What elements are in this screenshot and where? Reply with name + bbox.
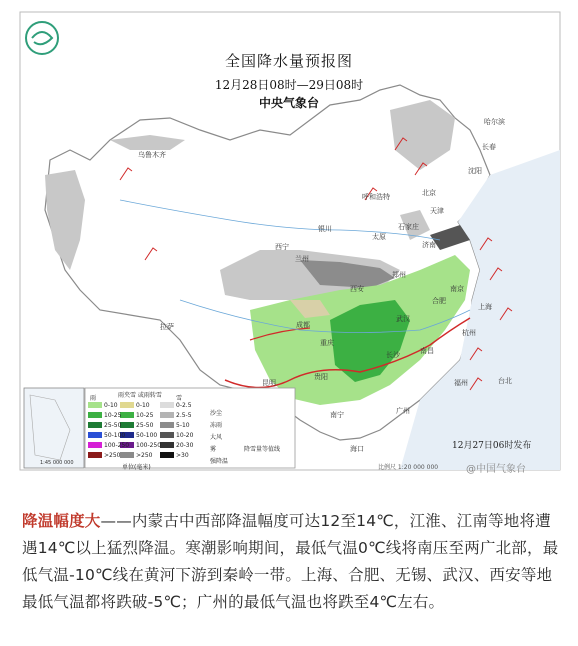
issued-time: 12月27日06时发布: [452, 441, 532, 451]
city-label: 郑州: [392, 271, 406, 279]
city-label: 太原: [372, 233, 386, 241]
city-label: 呼和浩特: [362, 193, 390, 201]
legend-mixed-value: 0-10: [136, 402, 150, 409]
legend-rain-value: 25-50: [104, 422, 122, 429]
legend-snow-value: 2.5-5: [176, 412, 192, 419]
city-label: 合肥: [432, 297, 446, 305]
legend-mixed-value: 100-250: [136, 442, 162, 449]
city-label: 兰州: [295, 255, 309, 263]
city-label: 武汉: [396, 315, 410, 323]
city-label: 重庆: [320, 339, 334, 347]
legend-rain-value: 100-250: [104, 442, 130, 449]
city-label: 西宁: [275, 243, 289, 251]
legend-symbol: 冻雨: [210, 422, 223, 429]
legend-rain-value: 0-10: [104, 402, 118, 409]
city-label: 台北: [498, 377, 512, 385]
city-label: 成都: [296, 321, 310, 329]
article-highlight: 降温幅度大: [22, 512, 101, 530]
legend-mixed-value: 50-100: [136, 432, 158, 439]
issuing-agency: 中央气象台: [258, 96, 319, 110]
city-label: 石家庄: [398, 223, 419, 231]
city-label: 银川: [318, 225, 332, 233]
city-label: 乌鲁木齐: [138, 151, 166, 159]
city-label: 贵阳: [314, 373, 328, 381]
legend-rain-value: 10-25: [104, 412, 122, 419]
legend-snow-value: 10-20: [176, 432, 194, 439]
legend-mixed-value: 25-50: [136, 422, 154, 429]
city-label: 长春: [482, 143, 496, 151]
legend-rain-value: >250: [104, 452, 121, 459]
city-label: 海口: [350, 445, 364, 453]
city-label: 南宁: [330, 411, 344, 419]
legend-rain-value: 50-100: [104, 432, 126, 439]
city-label: 天津: [430, 207, 444, 215]
city-label: 拉萨: [160, 323, 174, 331]
city-label: 西安: [350, 285, 364, 293]
legend-mixed-title: 雨夹雪 或雨转雪: [118, 392, 162, 399]
legend-symbol: 雾: [210, 446, 217, 453]
forecast-period: 12月28日08时—29日08时: [214, 78, 364, 92]
city-label: 南京: [450, 285, 464, 293]
city-label: 杭州: [462, 329, 476, 337]
city-label: 上海: [478, 303, 492, 311]
legend-snow-value: >30: [176, 452, 189, 459]
legend-rain-title: 雨: [90, 395, 97, 402]
city-label: 长沙: [386, 351, 400, 359]
legend-symbol: 沙尘: [210, 410, 223, 417]
city-label: 南昌: [420, 347, 434, 355]
legend-symbol: 强降温: [210, 458, 229, 465]
map-title: 全国降水量预报图: [224, 52, 353, 70]
legend-mixed-value: >250: [136, 452, 153, 459]
city-label: 济南: [422, 241, 436, 249]
legend-unit: 单位(毫米): [122, 464, 151, 471]
legend-snow-title: 雪: [176, 395, 183, 402]
article-body: ——内蒙古中西部降温幅度可达12至14℃，江淮、江南等地将遭遇14℃以上猛烈降温。寒潮影响期间，最低气温0℃线将南压至两广北部，最低气温-10℃线在黄河下游到秦岭一带。上海、合肥、无锡、武汉、西安等地最低气温都将跌破-5℃；广州的最低气温也将跌至4℃左右。: [22, 512, 559, 611]
legend-mixed-value: 10-25: [136, 412, 154, 419]
city-label: 广州: [396, 407, 410, 415]
city-label: 哈尔滨: [484, 118, 505, 126]
legend-snow-value: 20-30: [176, 442, 194, 449]
legend-line-label: 降雪量等值线: [244, 446, 281, 453]
legend-symbol: 大风: [210, 434, 223, 441]
city-label: 昆明: [262, 379, 276, 387]
city-label: 北京: [422, 189, 436, 197]
watermark: @中国气象台: [466, 464, 526, 475]
city-label: 福州: [454, 379, 468, 387]
legend-snow-value: 5-10: [176, 422, 190, 429]
map-scale: 比例尺 1:20 000 000: [378, 464, 439, 471]
city-label: 沈阳: [468, 167, 482, 175]
article-paragraph: [22, 508, 562, 616]
legend-snow-value: 0-2.5: [176, 402, 192, 409]
inset-scale: 1:45 000 000: [40, 460, 74, 466]
